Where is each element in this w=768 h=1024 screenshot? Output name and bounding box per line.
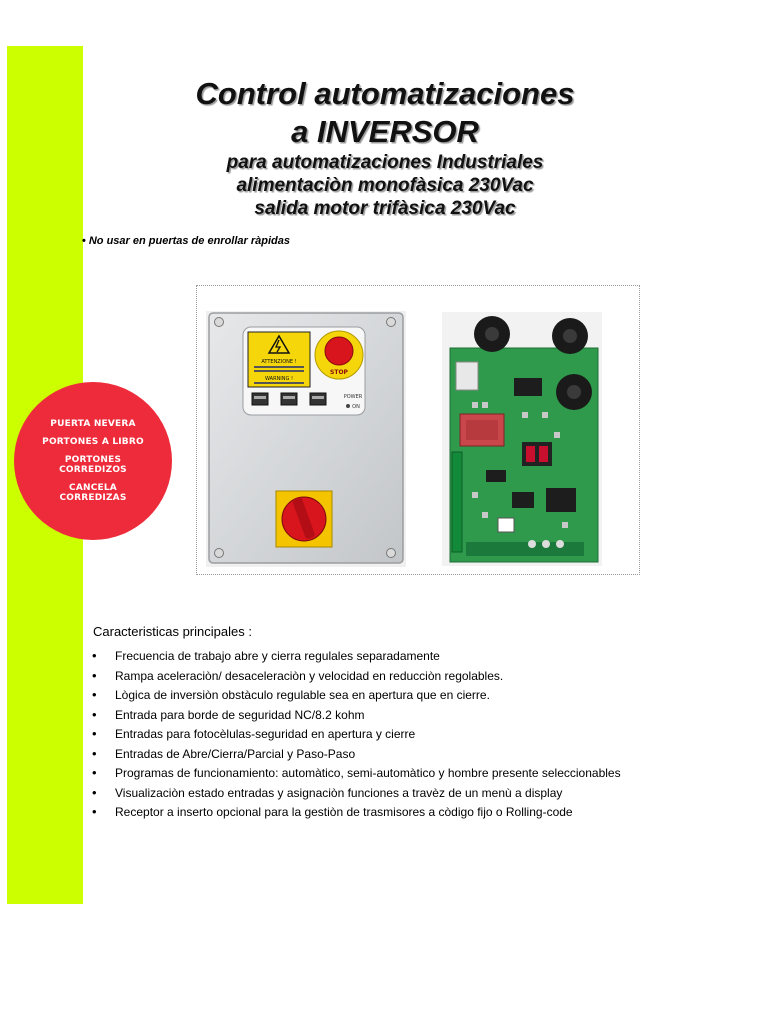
feature-item: • Visualizaciòn estado entradas y asignaciòn funciones a travèz de un menù a display [92,784,652,803]
relay-icon [514,378,542,396]
relay-icon [456,362,478,390]
connector-icon [498,518,514,532]
feature-item: • Rampa aceleraciòn/ desaceleraciòn y velocidad en reducciòn regolables. [92,667,652,686]
feature-item: • Frecuencia de trabajo abre y cierra regulales separadamente [92,647,652,666]
features-list [92,647,652,823]
badge-item: PUERTA NEVERA [50,419,136,429]
feature-item: • Entrada para borde de seguridad NC/8.2 kohm [92,706,652,725]
usage-note [82,235,290,247]
warning-text-it: ATTENZIONE ! [261,359,297,365]
emergency-stop-button [325,337,353,365]
page-title-line-1: Control automatizaciones [195,76,575,111]
subtitle-line-3: salida motor trifàsica 230Vac [254,198,516,219]
feature-item: • Programas de funcionamiento: automàtico, semi-automàtico y hombre presente seleccionables [92,764,652,783]
power-led-icon [346,404,350,408]
usage-note-text: No usar en puertas de enrollar ràpidas [88,235,290,247]
power-label: POWER [343,394,363,400]
pcb-board-photo [442,312,602,566]
chip-icon [512,492,534,508]
chip-icon [486,470,506,482]
stop-label: STOP [330,369,348,376]
feature-item: • Receptor a inserto opcional para la gestiòn de trasmisores a còdigo fijo o Rolling-code [92,803,652,822]
feature-item: • Entradas de Abre/Cierra/Parcial y Paso-Paso [92,745,652,764]
power-on-label: ON [352,404,360,410]
subtitle-line-2: alimentaciòn monofàsica 230Vac [236,175,534,196]
trimmer-icon [528,540,564,548]
applications-badge [14,382,172,540]
feature-item: • Lògica de inversiòn obstàculo regulable sea en apertura que en cierre. [92,686,652,705]
warning-text-en: WARNING ! [265,376,293,382]
badge-item: PORTONES CORREDIZOS [59,455,127,475]
subtitle-line-1: para automatizaciones Industriales [226,152,544,173]
page-title-line-2: a INVERSOR [291,114,479,149]
note-bullet-icon: • [82,235,86,247]
chip-icon [546,488,576,512]
features-heading: Caracteristicas principales : [93,624,252,639]
terminal-block-icon [452,452,462,552]
product-photos-frame [196,285,640,575]
badge-item: CANCELA CORREDIZAS [59,483,127,503]
feature-item: • Entradas para fotocèlulas-seguridad en apertura y cierre [92,725,652,744]
control-box-photo [206,311,406,567]
badge-item: PORTONES A LIBRO [42,437,144,447]
